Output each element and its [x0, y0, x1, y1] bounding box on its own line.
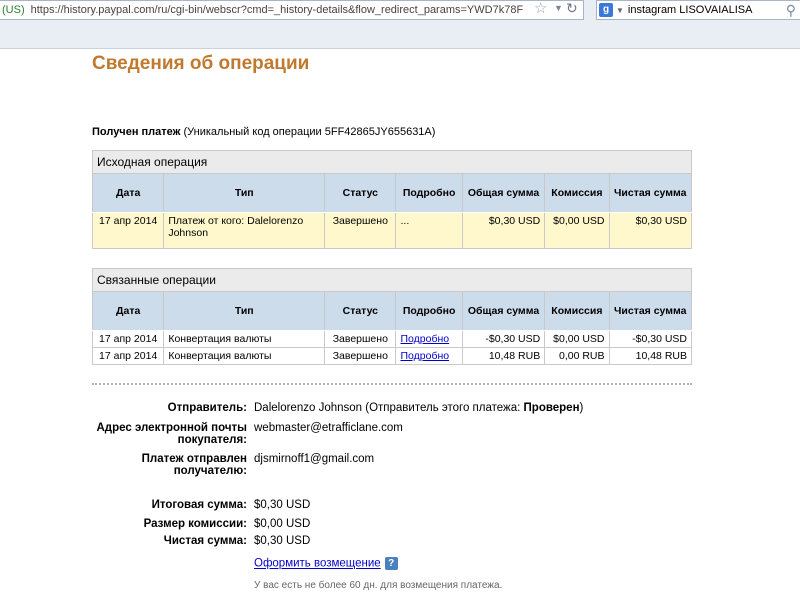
- cell-gross: 10,48 RUB: [462, 348, 544, 365]
- table-caption: Связанные операции: [93, 269, 692, 292]
- cell-net: 10,48 RUB: [609, 348, 691, 365]
- col-fee: Комиссия: [545, 174, 609, 213]
- table-row: [93, 331, 692, 348]
- cell-type: Конвертация валюты: [164, 348, 325, 365]
- cell-date: 17 апр 2014: [93, 348, 164, 365]
- fee-value: $0,00 USD: [254, 518, 311, 530]
- section-divider: [92, 383, 692, 385]
- cell-net: $0,30 USD: [609, 213, 691, 249]
- total-value: $0,30 USD: [254, 499, 311, 511]
- cell-fee: $0,00 USD: [545, 213, 609, 249]
- cell-status: Завершено: [325, 348, 396, 365]
- col-status: Статус: [325, 174, 396, 213]
- related-transactions-table: [92, 268, 692, 365]
- sender-value: Dalelorenzo Johnson (Отправитель этого платежа: Проверен): [254, 402, 584, 414]
- col-gross: Общая сумма: [462, 292, 544, 331]
- dropdown-icon[interactable]: ▼: [554, 3, 563, 13]
- star-icon[interactable]: ☆: [534, 0, 548, 17]
- net-value: $0,30 USD: [254, 535, 311, 547]
- security-badge[interactable]: (US): [2, 4, 25, 16]
- col-date: Дата: [93, 174, 164, 213]
- cell-gross: $0,30 USD: [462, 213, 544, 249]
- sender-label: Отправитель:: [167, 402, 247, 414]
- transaction-id: (Уникальный код операции 5FF42865JY655631A): [183, 126, 436, 138]
- help-icon[interactable]: ?: [385, 557, 398, 570]
- cell-details: ...: [396, 213, 462, 249]
- search-icon[interactable]: ⚲: [785, 2, 796, 18]
- cell-net: -$0,30 USD: [609, 331, 691, 348]
- col-details: Подробно: [396, 174, 462, 213]
- reload-icon[interactable]: ↻: [566, 0, 578, 16]
- payment-received-line: [92, 126, 435, 138]
- google-icon[interactable]: g: [599, 3, 613, 17]
- sent-to-value: djsmirnoff1@gmail.com: [254, 453, 375, 465]
- table-row: [93, 213, 692, 249]
- col-details: Подробно: [396, 292, 462, 331]
- address-bar[interactable]: [0, 0, 584, 20]
- search-engine-dropdown-icon[interactable]: ▼: [616, 5, 624, 15]
- total-label: Итоговая сумма:: [151, 499, 247, 511]
- col-status: Статус: [325, 292, 396, 331]
- cell-fee: 0,00 RUB: [545, 348, 609, 365]
- search-query[interactable]: instagram LISOVAIALISA: [627, 4, 753, 16]
- cell-date: 17 апр 2014: [93, 331, 164, 348]
- refund-note: У вас есть не более 60 дн. для возмещения платежа.: [254, 580, 503, 591]
- refund-row: [254, 557, 398, 570]
- col-type: Тип: [164, 174, 325, 213]
- col-net: Чистая сумма: [609, 292, 691, 331]
- search-box[interactable]: [596, 0, 800, 20]
- col-date: Дата: [93, 292, 164, 331]
- buyer-email-label: Адрес электронной почты покупателя:: [96, 422, 247, 446]
- page-title: Сведения об операции: [92, 53, 310, 74]
- url-text[interactable]: https://history.paypal.com/ru/cgi-bin/webscr?cmd=_history-details&flow_redirect_params=YWD7k78F: [30, 4, 524, 16]
- refund-link[interactable]: Оформить возмещение: [254, 557, 381, 570]
- cell-type: Платеж от кого: Dalelorenzo Johnson: [164, 213, 325, 249]
- col-type: Тип: [164, 292, 325, 331]
- table-row: [93, 348, 692, 365]
- cell-fee: $0,00 USD: [545, 331, 609, 348]
- cell-details-link[interactable]: Подробно: [396, 348, 462, 365]
- fee-label: Размер комиссии:: [143, 518, 247, 530]
- sender-status: Проверен: [523, 402, 580, 414]
- cell-status: Завершено: [325, 213, 396, 249]
- sent-to-label: Платеж отправлен получателю:: [141, 453, 247, 477]
- source-transaction-table: [92, 150, 692, 249]
- cell-date: 17 апр 2014: [93, 213, 164, 249]
- col-net: Чистая сумма: [609, 174, 691, 213]
- cell-status: Завершено: [325, 331, 396, 348]
- net-label: Чистая сумма:: [163, 535, 247, 547]
- table-caption: Исходная операция: [93, 151, 692, 174]
- cell-type: Конвертация валюты: [164, 331, 325, 348]
- col-gross: Общая сумма: [462, 174, 544, 213]
- col-fee: Комиссия: [545, 292, 609, 331]
- browser-toolbar: [0, 0, 800, 49]
- buyer-email-value: webmaster@etrafficlane.com: [254, 422, 403, 434]
- cell-gross: -$0,30 USD: [462, 331, 544, 348]
- received-label: Получен платеж: [92, 126, 181, 138]
- cell-details-link[interactable]: Подробно: [396, 331, 462, 348]
